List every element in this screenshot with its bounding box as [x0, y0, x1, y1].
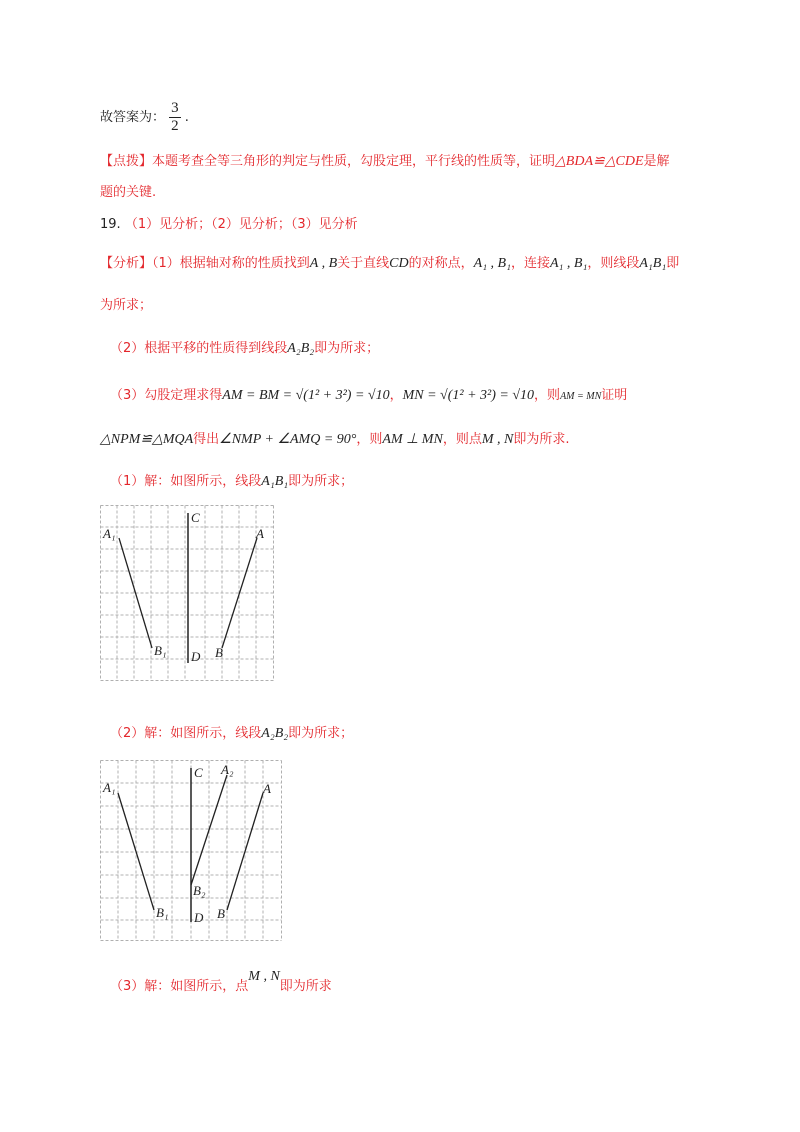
label-c: C	[194, 765, 203, 780]
analysis-p4-d: 即为所求.	[513, 432, 570, 447]
analysis-line2: 为所求；	[100, 298, 153, 313]
figure-2	[100, 760, 290, 945]
q19-number: 19.	[100, 217, 121, 232]
analysis-p1-e: ，则线段	[587, 256, 640, 271]
analysis-p1-a1b1-2: A₁ , B₁	[550, 256, 588, 271]
analysis-p2-seg: A₂B₂	[287, 341, 315, 356]
label-a1: A₁	[103, 526, 116, 541]
label-b: B	[215, 645, 223, 660]
label-b: B	[217, 906, 225, 921]
label-d: D	[194, 910, 204, 925]
analysis-p3-eq2: MN = √(1² + 3²) = √10	[402, 388, 535, 403]
analysis-p3-c: 证明	[601, 388, 628, 403]
q19-line	[100, 213, 358, 232]
sol3-line	[110, 969, 332, 995]
analysis-p4-c: ，则点	[442, 432, 482, 447]
sol2-b: 即为所求；	[288, 726, 354, 741]
dianbo-math: △BDA≌△CDE	[555, 154, 644, 169]
analysis-p4-b: ，则	[356, 432, 383, 447]
label-b2: B₂	[193, 883, 206, 898]
analysis-p4-a: 得出	[193, 432, 220, 447]
dianbo-line2: 题的关键.	[100, 185, 157, 200]
analysis-p1-ab: A , B	[309, 256, 338, 271]
sol1-b: 即为所求；	[288, 474, 354, 489]
analysis-p1-seg: A₁B₁	[639, 256, 667, 271]
label-a1: A₁	[103, 780, 116, 795]
label-a: A	[256, 526, 264, 541]
fraction-numerator: 3	[171, 100, 179, 116]
sol1-a: （1）解：如图所示，线段	[110, 474, 262, 489]
analysis-p1-b: 关于直线	[337, 256, 390, 271]
analysis-p4-perp: AM ⊥ MN	[382, 432, 443, 447]
label-b1: B₁	[154, 643, 167, 658]
label-d: D	[191, 649, 201, 664]
sol3-a: （3）解：如图所示，点	[110, 979, 249, 994]
fraction-denominator: 2	[171, 118, 179, 134]
analysis-p1-cd: CD	[389, 256, 409, 271]
dianbo-text1: 本题考查全等三角形的判定与性质，勾股定理，平行线的性质等，证明	[152, 154, 556, 169]
answer-suffix: .	[184, 110, 189, 125]
dianbo-line1	[100, 150, 670, 170]
analysis-p3-eq3: AM = MN	[560, 391, 602, 402]
dianbo-text2: 是解	[643, 154, 670, 169]
analysis-line5	[100, 428, 569, 448]
label-c: C	[191, 510, 200, 525]
analysis-p4-cong: △NPM≌△MQA	[100, 432, 194, 447]
analysis-p3-b: ，则	[534, 388, 561, 403]
dianbo-tag: 【点拨】	[100, 154, 153, 169]
sol3-pts: M , N	[248, 969, 280, 984]
answer-line	[100, 100, 189, 135]
answer-fraction	[169, 100, 181, 135]
sol1-seg: A₁B₁	[261, 474, 289, 489]
analysis-line3	[110, 337, 379, 357]
analysis-p1-c: 的对称点，	[408, 256, 474, 271]
sol3-b: 即为所求	[279, 979, 332, 994]
analysis-p4-angle: ∠NMP + ∠AMQ = 90°	[219, 432, 357, 447]
figure-1	[100, 505, 280, 685]
sol2-line	[110, 722, 353, 742]
analysis-p3-comma: ，	[389, 388, 403, 403]
label-b1: B₁	[156, 905, 169, 920]
analysis-tag: 【分析】	[100, 256, 153, 271]
sol2-a: （2）解：如图所示，线段	[110, 726, 262, 741]
analysis-p2-a: （2）根据平移的性质得到线段	[110, 341, 288, 356]
sol2-seg: A₂B₂	[261, 726, 289, 741]
figure-1-grid	[101, 506, 274, 681]
analysis-line1	[100, 252, 679, 272]
analysis-p1-f: 即	[666, 256, 680, 271]
answer-prefix: 故答案为：	[100, 110, 166, 125]
analysis-p1-a: （1）根据轴对称的性质找到	[152, 256, 310, 271]
sol1-line	[110, 470, 353, 490]
analysis-p2-b: 即为所求；	[314, 341, 380, 356]
analysis-line4	[110, 384, 627, 404]
analysis-p4-mn: M , N	[481, 432, 514, 447]
analysis-p3-a: （3）勾股定理求得	[110, 388, 223, 403]
analysis-p1-a1b1: A₁ , B₁	[473, 256, 511, 271]
label-a: A	[263, 781, 271, 796]
label-a2: A₂	[221, 762, 234, 777]
q19-summary: （1）见分析；（2）见分析；（3）见分析	[124, 217, 358, 232]
analysis-p1-d: ，连接	[510, 256, 550, 271]
analysis-p3-eq1: AM = BM = √(1² + 3²) = √10	[222, 388, 390, 403]
